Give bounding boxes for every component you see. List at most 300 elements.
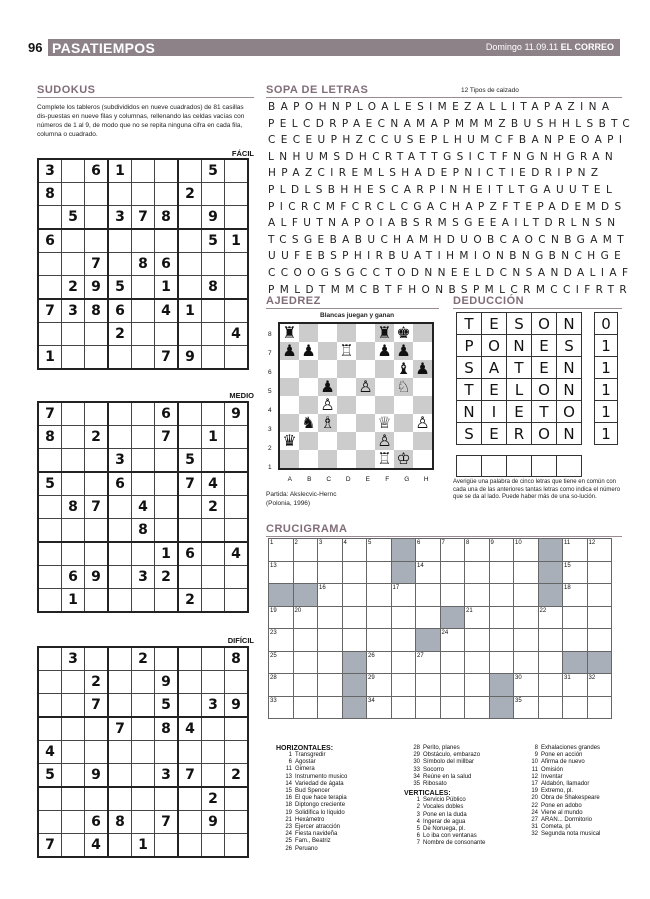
sudoku-cell[interactable]: [132, 229, 155, 253]
sudoku-cell[interactable]: 5: [202, 159, 225, 183]
sudoku-cell[interactable]: 4: [85, 834, 109, 858]
sudoku-cell[interactable]: [108, 229, 132, 253]
sudoku-cell[interactable]: 6: [155, 253, 179, 276]
sudoku-cell[interactable]: [225, 741, 249, 764]
sudoku-cell[interactable]: [62, 717, 85, 741]
sudoku-cell[interactable]: [108, 496, 132, 519]
sudoku-cell[interactable]: [38, 589, 62, 613]
sudoku-cell[interactable]: [62, 811, 85, 834]
sudoku-cell[interactable]: 9: [178, 346, 202, 370]
sudoku-cell[interactable]: [38, 449, 62, 473]
sudoku-cell[interactable]: [178, 566, 202, 589]
sudoku-cell[interactable]: [132, 299, 155, 323]
sudoku-cell[interactable]: [38, 717, 62, 741]
crossword-cell[interactable]: [440, 674, 465, 697]
crossword-cell[interactable]: [465, 539, 490, 562]
crossword-cell[interactable]: [514, 651, 539, 674]
sudoku-cell[interactable]: 2: [178, 589, 202, 613]
crossword-cell[interactable]: [342, 629, 367, 652]
sudoku-cell[interactable]: 2: [225, 764, 249, 788]
sudoku-cell[interactable]: [38, 323, 62, 346]
sudoku-cell[interactable]: 4: [178, 717, 202, 741]
sudoku-cell[interactable]: [178, 811, 202, 834]
crossword-cell[interactable]: [416, 539, 441, 562]
crossword-cell[interactable]: [538, 606, 563, 629]
crossword-cell[interactable]: [563, 696, 588, 719]
sudoku-cell[interactable]: 1: [202, 426, 225, 449]
sudoku-cell[interactable]: [225, 426, 249, 449]
sudoku-cell[interactable]: [225, 811, 249, 834]
sudoku-cell[interactable]: [108, 402, 132, 426]
crossword-cell[interactable]: [367, 651, 392, 674]
sudoku-cell[interactable]: [38, 566, 62, 589]
sudoku-cell[interactable]: 7: [85, 694, 109, 718]
sudoku-cell[interactable]: [38, 276, 62, 300]
crossword-cell[interactable]: [538, 696, 563, 719]
sudoku-cell[interactable]: 9: [155, 671, 179, 694]
sudoku-cell[interactable]: 7: [178, 472, 202, 496]
sudoku-cell[interactable]: [155, 323, 179, 346]
crossword-cell[interactable]: [440, 561, 465, 584]
sudoku-cell[interactable]: 8: [38, 426, 62, 449]
sudoku-cell[interactable]: 2: [202, 496, 225, 519]
sudoku-cell[interactable]: 9: [85, 566, 109, 589]
sudoku-cell[interactable]: [38, 542, 62, 566]
sudoku-cell[interactable]: [202, 183, 225, 206]
sudoku-cell[interactable]: [132, 449, 155, 473]
crossword-cell[interactable]: [367, 674, 392, 697]
sudoku-cell[interactable]: 6: [108, 299, 132, 323]
sudoku-cell[interactable]: 4: [132, 496, 155, 519]
sudoku-cell[interactable]: [132, 764, 155, 788]
sudoku-cell[interactable]: [85, 323, 109, 346]
sudoku-cell[interactable]: [202, 834, 225, 858]
sudoku-cell[interactable]: 3: [108, 449, 132, 473]
sudoku-cell[interactable]: [225, 299, 249, 323]
sudoku-cell[interactable]: [62, 834, 85, 858]
sudoku-cell[interactable]: [155, 787, 179, 811]
crossword-cell[interactable]: [587, 539, 612, 562]
sudoku-cell[interactable]: 3: [202, 694, 225, 718]
answer-cell[interactable]: [507, 456, 532, 477]
crossword-cell[interactable]: [318, 629, 343, 652]
crossword-cell[interactable]: [587, 674, 612, 697]
crossword-cell[interactable]: [563, 561, 588, 584]
sudoku-cell[interactable]: [202, 323, 225, 346]
crossword-cell[interactable]: [489, 606, 514, 629]
sudoku-cell[interactable]: 3: [132, 566, 155, 589]
sudoku-cell[interactable]: [62, 229, 85, 253]
crossword-cell[interactable]: [465, 561, 490, 584]
sudoku-cell[interactable]: [85, 519, 109, 543]
sudoku-cell[interactable]: [62, 671, 85, 694]
crossword-cell[interactable]: [465, 629, 490, 652]
sudoku-cell[interactable]: 8: [85, 299, 109, 323]
sudoku-cell[interactable]: [132, 402, 155, 426]
sudoku-cell[interactable]: [155, 183, 179, 206]
sudoku-cell[interactable]: 2: [85, 426, 109, 449]
sudoku-cell[interactable]: [132, 323, 155, 346]
crossword-cell[interactable]: [391, 584, 416, 607]
answer-cell[interactable]: [457, 456, 482, 477]
sudoku-cell[interactable]: 8: [132, 519, 155, 543]
sudoku-cell[interactable]: [225, 496, 249, 519]
crossword-cell[interactable]: [465, 584, 490, 607]
crossword-cell[interactable]: [416, 561, 441, 584]
crossword-cell[interactable]: [416, 674, 441, 697]
sudoku-cell[interactable]: [155, 159, 179, 183]
sudoku-cell[interactable]: [62, 323, 85, 346]
sudoku-cell[interactable]: 3: [38, 159, 62, 183]
crossword-cell[interactable]: [293, 674, 318, 697]
sudoku-cell[interactable]: [108, 426, 132, 449]
sudoku-cell[interactable]: 3: [108, 206, 132, 230]
sudoku-cell[interactable]: [132, 811, 155, 834]
sudoku-cell[interactable]: [225, 566, 249, 589]
sudoku-cell[interactable]: 1: [38, 346, 62, 370]
sudoku-cell[interactable]: [108, 764, 132, 788]
sudoku-cell[interactable]: 5: [202, 229, 225, 253]
crossword-cell[interactable]: [269, 539, 294, 562]
sudoku-cell[interactable]: [62, 183, 85, 206]
sudoku-cell[interactable]: [85, 229, 109, 253]
answer-cell[interactable]: [557, 456, 582, 477]
sudoku-cell[interactable]: [108, 834, 132, 858]
sudoku-cell[interactable]: [178, 671, 202, 694]
crossword-cell[interactable]: [391, 696, 416, 719]
sudoku-cell[interactable]: 1: [178, 299, 202, 323]
sudoku-cell[interactable]: [155, 496, 179, 519]
sudoku-cell[interactable]: [85, 402, 109, 426]
sudoku-cell[interactable]: 1: [108, 159, 132, 183]
crossword-cell[interactable]: [416, 606, 441, 629]
sudoku-cell[interactable]: [85, 346, 109, 370]
crossword-cell[interactable]: [318, 696, 343, 719]
crossword-cell[interactable]: [318, 539, 343, 562]
sudoku-cell[interactable]: [108, 694, 132, 718]
sudoku-cell[interactable]: 8: [108, 811, 132, 834]
sudoku-cell[interactable]: [225, 253, 249, 276]
crossword-cell[interactable]: [293, 606, 318, 629]
crossword-cell[interactable]: [440, 651, 465, 674]
sudoku-cell[interactable]: 7: [85, 496, 109, 519]
sudoku-cell[interactable]: [62, 449, 85, 473]
sudoku-cell[interactable]: [225, 519, 249, 543]
crossword-cell[interactable]: [269, 696, 294, 719]
sudoku-cell[interactable]: 9: [85, 276, 109, 300]
sudoku-cell[interactable]: 2: [62, 276, 85, 300]
sudoku-cell[interactable]: [38, 787, 62, 811]
crossword-cell[interactable]: [342, 606, 367, 629]
answer-cell[interactable]: [482, 456, 507, 477]
sudoku-cell[interactable]: [108, 647, 132, 671]
crossword-cell[interactable]: [293, 539, 318, 562]
sudoku-cell[interactable]: [178, 206, 202, 230]
sudoku-cell[interactable]: 2: [108, 323, 132, 346]
sudoku-cell[interactable]: [132, 694, 155, 718]
sudoku-cell[interactable]: 7: [155, 346, 179, 370]
sudoku-cell[interactable]: [225, 206, 249, 230]
crossword-cell[interactable]: [367, 561, 392, 584]
sudoku-cell[interactable]: [202, 741, 225, 764]
sudoku-cell[interactable]: [38, 811, 62, 834]
crossword-cell[interactable]: [587, 629, 612, 652]
crossword-cell[interactable]: [416, 584, 441, 607]
sudoku-cell[interactable]: 7: [38, 402, 62, 426]
sudoku-cell[interactable]: 8: [62, 496, 85, 519]
sudoku-cell[interactable]: [202, 566, 225, 589]
sudoku-cell[interactable]: [225, 472, 249, 496]
crossword-cell[interactable]: [587, 584, 612, 607]
crossword-cell[interactable]: [367, 584, 392, 607]
crossword-cell[interactable]: [367, 606, 392, 629]
crossword-cell[interactable]: [342, 561, 367, 584]
crossword-cell[interactable]: [391, 629, 416, 652]
crossword-cell[interactable]: [538, 629, 563, 652]
sudoku-cell[interactable]: [202, 647, 225, 671]
crossword-cell[interactable]: [318, 651, 343, 674]
sudoku-cell[interactable]: [38, 671, 62, 694]
sudoku-cell[interactable]: [38, 694, 62, 718]
sudoku-cell[interactable]: 9: [202, 811, 225, 834]
sudoku-cell[interactable]: [225, 276, 249, 300]
sudoku-cell[interactable]: 5: [38, 472, 62, 496]
sudoku-cell[interactable]: [132, 542, 155, 566]
sudoku-cell[interactable]: [132, 671, 155, 694]
sudoku-cell[interactable]: [178, 741, 202, 764]
crossword-cell[interactable]: [293, 629, 318, 652]
sudoku-cell[interactable]: 1: [62, 589, 85, 613]
sudoku-cell[interactable]: 7: [178, 764, 202, 788]
crossword-cell[interactable]: [489, 651, 514, 674]
sudoku-cell[interactable]: [62, 402, 85, 426]
sudoku-cell[interactable]: 9: [85, 764, 109, 788]
sudoku-cell[interactable]: [62, 694, 85, 718]
sudoku-cell[interactable]: 4: [202, 472, 225, 496]
sudoku-cell[interactable]: [38, 253, 62, 276]
crossword-cell[interactable]: [563, 674, 588, 697]
sudoku-cell[interactable]: 7: [155, 811, 179, 834]
sudoku-cell[interactable]: [225, 159, 249, 183]
sudoku-cell[interactable]: [225, 183, 249, 206]
crossword-cell[interactable]: [489, 539, 514, 562]
crossword-cell[interactable]: [416, 651, 441, 674]
sudoku-cell[interactable]: [155, 519, 179, 543]
sudoku-cell[interactable]: [225, 449, 249, 473]
crossword-cell[interactable]: [440, 539, 465, 562]
crossword-cell[interactable]: [293, 561, 318, 584]
sudoku-cell[interactable]: 5: [62, 206, 85, 230]
crossword-cell[interactable]: [293, 696, 318, 719]
sudoku-cell[interactable]: 7: [85, 253, 109, 276]
sudoku-cell[interactable]: 6: [85, 811, 109, 834]
sudoku-cell[interactable]: 6: [62, 566, 85, 589]
crossword-cell[interactable]: [465, 696, 490, 719]
answer-cell[interactable]: [532, 456, 557, 477]
sudoku-cell[interactable]: 5: [38, 764, 62, 788]
sudoku-cell[interactable]: [132, 472, 155, 496]
sudoku-cell[interactable]: [62, 741, 85, 764]
sudoku-cell[interactable]: [85, 183, 109, 206]
crossword-cell[interactable]: [587, 606, 612, 629]
sudoku-cell[interactable]: [178, 229, 202, 253]
sudoku-cell[interactable]: [155, 647, 179, 671]
sudoku-cell[interactable]: [202, 764, 225, 788]
crossword-cell[interactable]: [489, 584, 514, 607]
sudoku-cell[interactable]: [108, 671, 132, 694]
sudoku-cell[interactable]: [178, 519, 202, 543]
sudoku-cell[interactable]: 2: [202, 787, 225, 811]
sudoku-cell[interactable]: 5: [108, 276, 132, 300]
sudoku-cell[interactable]: [85, 741, 109, 764]
sudoku-cell[interactable]: 8: [202, 276, 225, 300]
sudoku-cell[interactable]: [62, 472, 85, 496]
crossword-cell[interactable]: [538, 651, 563, 674]
sudoku-cell[interactable]: [132, 159, 155, 183]
sudoku-cell[interactable]: [155, 589, 179, 613]
sudoku-cell[interactable]: [108, 589, 132, 613]
sudoku-cell[interactable]: [202, 542, 225, 566]
sudoku-cell[interactable]: [155, 741, 179, 764]
sudoku-cell[interactable]: [178, 276, 202, 300]
crossword-cell[interactable]: [587, 696, 612, 719]
crossword-cell[interactable]: [318, 584, 343, 607]
sudoku-cell[interactable]: [178, 426, 202, 449]
sudoku-cell[interactable]: [62, 519, 85, 543]
sudoku-cell[interactable]: [132, 426, 155, 449]
sudoku-cell[interactable]: 1: [225, 229, 249, 253]
crossword-cell[interactable]: [587, 561, 612, 584]
sudoku-cell[interactable]: 6: [108, 472, 132, 496]
sudoku-cell[interactable]: [62, 787, 85, 811]
sudoku-cell[interactable]: [62, 253, 85, 276]
sudoku-cell[interactable]: 8: [155, 206, 179, 230]
sudoku-cell[interactable]: 2: [85, 671, 109, 694]
crossword-cell[interactable]: [563, 629, 588, 652]
sudoku-cell[interactable]: [202, 589, 225, 613]
sudoku-cell[interactable]: [202, 449, 225, 473]
sudoku-cell[interactable]: [108, 741, 132, 764]
sudoku-cell[interactable]: [38, 647, 62, 671]
crossword-cell[interactable]: [465, 674, 490, 697]
sudoku-cell[interactable]: [155, 449, 179, 473]
sudoku-cell[interactable]: [155, 472, 179, 496]
crossword-cell[interactable]: [514, 696, 539, 719]
sudoku-cell[interactable]: [108, 346, 132, 370]
sudoku-cell[interactable]: 2: [178, 183, 202, 206]
sudoku-cell[interactable]: [202, 519, 225, 543]
sudoku-cell[interactable]: [85, 787, 109, 811]
sudoku-cell[interactable]: 8: [225, 647, 249, 671]
crossword-cell[interactable]: [318, 561, 343, 584]
crossword-cell[interactable]: [563, 584, 588, 607]
sudoku-cell[interactable]: [62, 764, 85, 788]
sudoku-cell[interactable]: 7: [38, 299, 62, 323]
sudoku-cell[interactable]: [225, 589, 249, 613]
crossword-cell[interactable]: [269, 629, 294, 652]
sudoku-cell[interactable]: [225, 787, 249, 811]
sudoku-cell[interactable]: 8: [132, 253, 155, 276]
sudoku-cell[interactable]: [62, 346, 85, 370]
sudoku-cell[interactable]: [202, 717, 225, 741]
sudoku-cell[interactable]: 7: [108, 717, 132, 741]
sudoku-cell[interactable]: [108, 183, 132, 206]
sudoku-cell[interactable]: [62, 426, 85, 449]
sudoku-cell[interactable]: [178, 834, 202, 858]
sudoku-cell[interactable]: [178, 159, 202, 183]
sudoku-cell[interactable]: [178, 647, 202, 671]
sudoku-cell[interactable]: 6: [38, 229, 62, 253]
crossword-cell[interactable]: [342, 539, 367, 562]
sudoku-cell[interactable]: [85, 449, 109, 473]
sudoku-cell[interactable]: [132, 346, 155, 370]
sudoku-cell[interactable]: [178, 323, 202, 346]
sudoku-cell[interactable]: [132, 787, 155, 811]
sudoku-cell[interactable]: 1: [155, 542, 179, 566]
crossword-cell[interactable]: [391, 674, 416, 697]
crossword-cell[interactable]: [563, 606, 588, 629]
sudoku-cell[interactable]: [62, 159, 85, 183]
sudoku-cell[interactable]: [202, 299, 225, 323]
sudoku-cell[interactable]: [85, 542, 109, 566]
sudoku-cell[interactable]: [225, 671, 249, 694]
sudoku-cell[interactable]: 3: [155, 764, 179, 788]
sudoku-cell[interactable]: 2: [155, 566, 179, 589]
crossword-cell[interactable]: [514, 606, 539, 629]
sudoku-cell[interactable]: [132, 183, 155, 206]
sudoku-cell[interactable]: [108, 542, 132, 566]
sudoku-cell[interactable]: 5: [155, 694, 179, 718]
sudoku-cell[interactable]: 4: [225, 323, 249, 346]
sudoku-cell[interactable]: 1: [132, 834, 155, 858]
sudoku-cell[interactable]: 4: [38, 741, 62, 764]
crossword-cell[interactable]: [269, 561, 294, 584]
sudoku-cell[interactable]: 3: [62, 647, 85, 671]
sudoku-cell[interactable]: [132, 589, 155, 613]
sudoku-cell[interactable]: [38, 519, 62, 543]
sudoku-cell[interactable]: [202, 346, 225, 370]
crossword-cell[interactable]: [440, 696, 465, 719]
sudoku-cell[interactable]: [155, 229, 179, 253]
crossword-cell[interactable]: [489, 629, 514, 652]
crossword-cell[interactable]: [342, 584, 367, 607]
sudoku-cell[interactable]: 9: [202, 206, 225, 230]
sudoku-cell[interactable]: 9: [225, 402, 249, 426]
crossword-cell[interactable]: [514, 539, 539, 562]
sudoku-cell[interactable]: 3: [62, 299, 85, 323]
crossword-cell[interactable]: [269, 674, 294, 697]
sudoku-cell[interactable]: [178, 253, 202, 276]
crossword-cell[interactable]: [367, 696, 392, 719]
sudoku-cell[interactable]: [178, 496, 202, 519]
crossword-cell[interactable]: [465, 606, 490, 629]
crossword-cell[interactable]: [318, 674, 343, 697]
sudoku-cell[interactable]: 9: [225, 694, 249, 718]
sudoku-cell[interactable]: [202, 671, 225, 694]
sudoku-cell[interactable]: 8: [38, 183, 62, 206]
sudoku-cell[interactable]: [155, 834, 179, 858]
sudoku-cell[interactable]: [108, 787, 132, 811]
sudoku-cell[interactable]: 1: [155, 276, 179, 300]
crossword-cell[interactable]: [367, 629, 392, 652]
sudoku-cell[interactable]: 6: [85, 159, 109, 183]
crossword-cell[interactable]: [514, 674, 539, 697]
sudoku-cell[interactable]: [132, 741, 155, 764]
sudoku-cell[interactable]: [108, 519, 132, 543]
sudoku-cell[interactable]: 7: [38, 834, 62, 858]
sudoku-cell[interactable]: 4: [155, 299, 179, 323]
crossword-cell[interactable]: [440, 584, 465, 607]
